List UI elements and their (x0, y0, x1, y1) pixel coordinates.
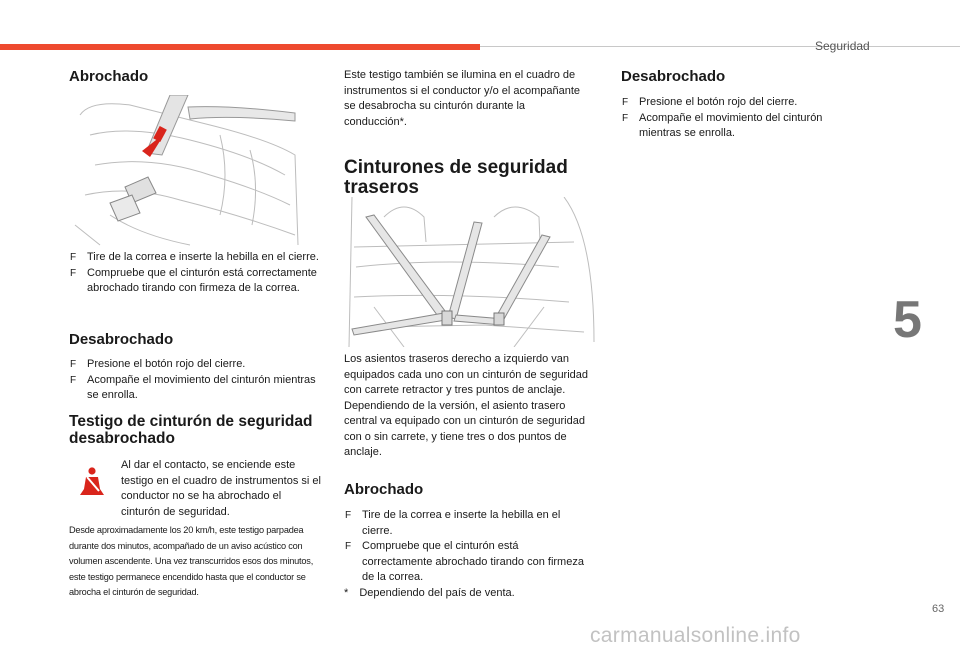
heading-desabrochado-right: Desabrochado (621, 68, 726, 85)
desabrochado-right-bullet-list (621, 95, 861, 142)
list-item: F Acompañe el movimiento del cinturón mientras se enrolla. (622, 111, 823, 139)
heading-desabrochado: Desabrochado (69, 331, 174, 348)
intro-text: Este testigo también se ilumina en el cuadro de instrumentos si el conductor y/o el acompañante se desabrocha su cinturón durante la conducción*. (344, 69, 581, 128)
traseros-paragraph-1: Los asientos traseros derecho a izquierdo van equipados cada uno con un cinturón de seguridad con carrete retractor y tres puntos de anclaje. (344, 353, 589, 396)
desabrochado-bullet-list (69, 357, 319, 404)
heading-traseros: Cinturones de seguridad traseros (344, 157, 568, 198)
bullet-icon: F (622, 112, 629, 124)
heading-abrochado-rear: Abrochado (344, 481, 424, 498)
traseros-paragraph-2: Dependiendo de la versión, el asiento trasero central va equipado con un cinturón de seguridad con o sin carrete, y tiene tres o dos puntos de anclaje. (344, 399, 585, 458)
testigo-text: Al dar el contacto, se enciende este testigo en el cuadro de instrumentos si el conductor no se ha abrochado el cinturón de seguridad. (121, 459, 321, 518)
heading-testigo: Testigo de cinturón de seguridad desabrochado (69, 413, 313, 447)
top-divider (480, 46, 960, 47)
list-item: F Acompañe el movimiento del cinturón mientras se enrolla. (70, 373, 316, 401)
bullet-icon: F (345, 541, 352, 552)
list-item: F Tire de la correa e inserte la hebilla en el cierre. (345, 509, 561, 537)
rear-seatbelts-illustration (344, 197, 598, 347)
bullet-icon: F (70, 267, 77, 279)
footnote-mark: * (344, 587, 349, 599)
front-seatbelt-illustration (70, 95, 308, 247)
list-item: F Compruebe que el cinturón está correctamente abrochado tirando con firmeza de la correa. (70, 266, 317, 294)
list-item: F Compruebe que el cinturón está correctamente abrochado tirando con firmeza de la correa. (345, 540, 584, 583)
bullet-icon: F (622, 97, 629, 108)
top-accent-bar (0, 44, 480, 50)
testigo-note: Desde aproximadamente los 20 km/h, este testigo parpadea durante dos minutos, acompañado de un aviso acústico con volumen ascendente. Una vez transcurridos esos dos minutos, este testigo permanece encendido hasta que el conductor se abrocha el cinturón de seguridad. (69, 525, 314, 597)
watermark: carmanualsonline.info (590, 624, 801, 647)
list-item: F Presione el botón rojo del cierre. (69, 357, 319, 373)
bullet-icon: F (70, 252, 77, 263)
abrochado-bullet-list (69, 250, 319, 297)
bullet-icon: F (70, 374, 77, 386)
list-item: F Tire de la correa e inserte la hebilla en el cierre. (69, 250, 319, 266)
traseros-text (344, 352, 589, 461)
page-number: 63 (932, 603, 945, 615)
chapter-number: 5 (893, 291, 922, 349)
section-title: Seguridad (815, 39, 870, 53)
bullet-icon: F (70, 359, 77, 370)
abrochado-rear-bullet-list (344, 508, 589, 586)
list-item: F Presione el botón rojo del cierre. (621, 95, 861, 111)
bullet-icon: F (345, 510, 352, 521)
footnote-text: Dependiendo del país de venta. (359, 587, 515, 599)
heading-abrochado: Abrochado (69, 68, 149, 85)
seatbelt-warning-icon (78, 467, 106, 497)
footnote (344, 586, 589, 602)
